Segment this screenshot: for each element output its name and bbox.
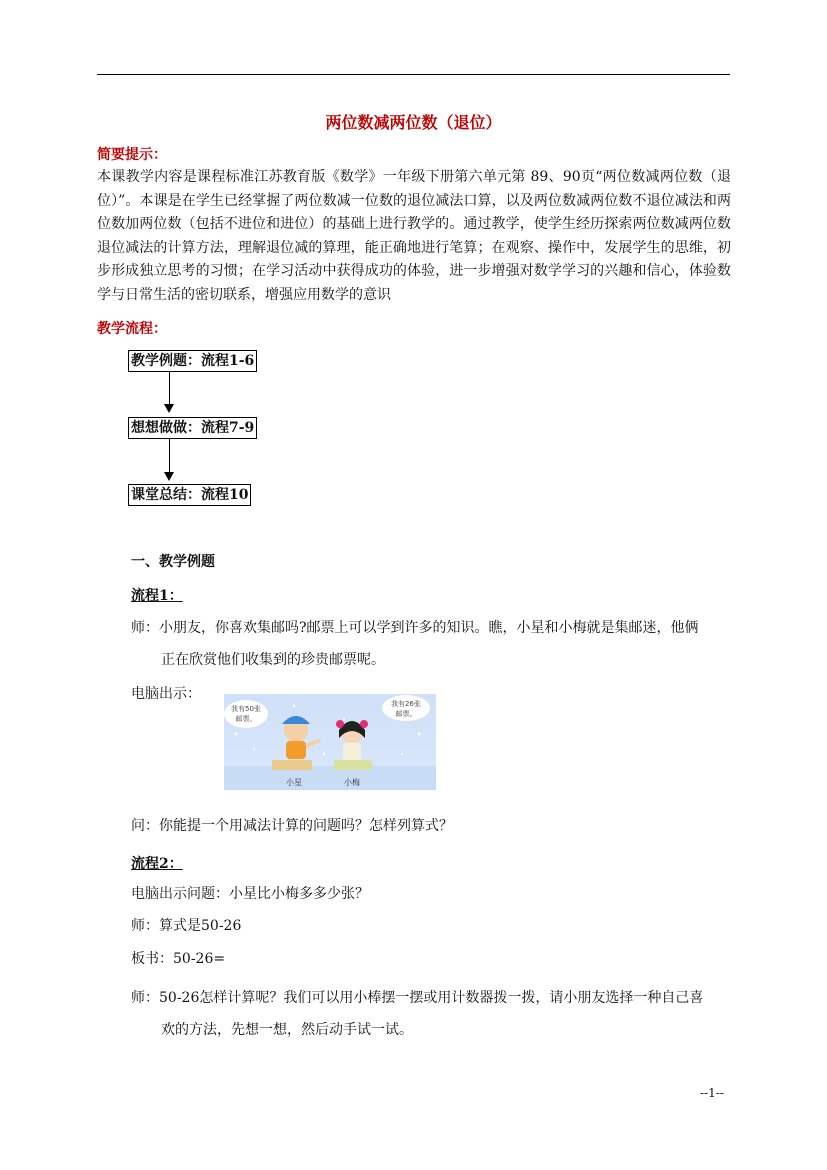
page-title: 两位数减两位数（退位） bbox=[325, 113, 502, 132]
summary-label: 简要提示： bbox=[97, 147, 167, 163]
paragraph-problem: 电脑出示问题：小星比小梅多多少张？ bbox=[131, 886, 369, 902]
flow-label: 教学流程： bbox=[97, 321, 167, 337]
bubble-right-text: 我有26张 bbox=[391, 700, 421, 708]
kids-stamps-illustration bbox=[224, 694, 436, 790]
stamp-illustration bbox=[224, 694, 436, 790]
page-number: --1-- bbox=[700, 1086, 724, 1100]
flow-connector-2 bbox=[169, 438, 170, 472]
header-rule bbox=[97, 74, 730, 75]
paragraph-method bbox=[131, 982, 731, 1046]
paragraph-board: 板书：50-26= bbox=[131, 951, 226, 967]
flow-box-2: 想想做做：流程7-9 bbox=[128, 417, 257, 439]
paragraph-formula: 师：算式是50-26 bbox=[131, 918, 242, 934]
paragraph-line: 欢的方法，先想一想，然后动手试一试。 bbox=[161, 1022, 413, 1038]
flow-connector-1 bbox=[169, 371, 170, 404]
section-heading: 一、教学例题 bbox=[131, 554, 215, 570]
paragraph-computer-show: 电脑出示： bbox=[131, 686, 201, 702]
paragraph-line: 正在欣赏他们收集到的珍贵邮票呢。 bbox=[161, 652, 385, 668]
bubble-left-text-2: 邮票。 bbox=[235, 715, 257, 723]
paragraph-question: 问：你能提一个用减法计算的问题吗？怎样列算式？ bbox=[131, 818, 453, 834]
name-left-label: 小星 bbox=[286, 778, 302, 787]
flow-box-1: 教学例题：流程1-6 bbox=[128, 350, 257, 372]
step-2-heading: 流程2： bbox=[131, 856, 183, 872]
flow-box-3: 课堂总结：流程10 bbox=[128, 484, 251, 506]
arrow-down-icon bbox=[164, 404, 174, 413]
step-1-heading: 流程1： bbox=[131, 588, 183, 604]
paragraph-line: 师：50-26怎样计算呢？我们可以用小棒摆一摆或用计数器拨一拨，请小朋友选择一种自己喜 bbox=[131, 990, 704, 1006]
summary-text: 本课教学内容是课程标准江苏教育版《数学》一年级下册第六单元第 89、90页“两位数减两位数（退位）”。本课是在学生已经掌握了两位数减一位数的退位减法口算，以及两位数减两位数不退位减法和两位数加两位数（包括不进位和进位）的基础上进行教学的。通过教学，使学生经历探索两位数减两位数退位减法的计算方法，理解退位减的算理，能正确地进行笔算；在观察、操作中，发展学生的思维，初步形成独立思考的习惯；在学习活动中获得成功的体验，进一步增强对数学学习的兴趣和信心，体验数学与日常生活的密切联系，增强应用数学的意识 bbox=[97, 169, 731, 303]
paragraph-line: 师：小朋友，你喜欢集邮吗?邮票上可以学到许多的知识。瞧，小星和小梅就是集邮迷，他俩 bbox=[131, 620, 699, 636]
bubble-right-text-2: 邮票。 bbox=[395, 710, 417, 718]
paragraph-teacher-intro bbox=[131, 612, 731, 676]
bubble-left-text: 我有50张 bbox=[231, 705, 261, 713]
name-right-label: 小梅 bbox=[344, 778, 360, 787]
arrow-down-icon bbox=[164, 472, 174, 481]
